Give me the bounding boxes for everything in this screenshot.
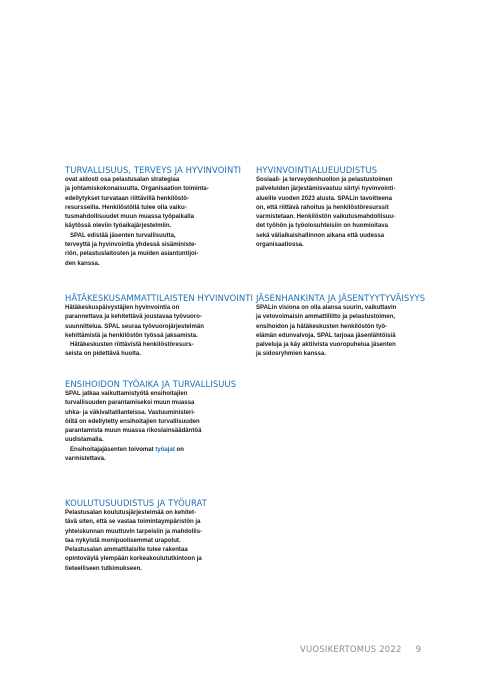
section-paramedic-worktime-safety xyxy=(65,379,236,464)
body-line: turvallisuuden parantamiseksi muun muassa xyxy=(65,400,195,407)
body-line: organisaatiossa. xyxy=(256,242,304,249)
body-line: Sosiaali- ja terveydenhuollon ja pelastustoimen xyxy=(256,177,393,183)
section-body xyxy=(65,304,253,360)
body-line: varmistettava. xyxy=(65,456,106,463)
body-line: den kanssa. xyxy=(65,260,100,267)
section-safety-health-wellbeing xyxy=(65,165,241,269)
body-line: SPAL jatkaa vaikuttamistyötä ensihoitajien xyxy=(65,391,188,397)
page-number: 9 xyxy=(415,645,422,655)
body-line: Hätäkeskusten riittävistä henkilöstöresurs- xyxy=(70,342,194,349)
body-line: sekä välialkaishallinnon aikana että uudessa xyxy=(256,232,385,239)
body-line: det työhön ja työolosuhteisiin on huomioitava xyxy=(256,223,389,230)
section-body xyxy=(256,176,395,250)
body-line: uhka- ja väkivaltatilanteissa. Vastuuministeri- xyxy=(65,409,196,416)
section-heading: ENSIHOIDON TYÖAIKA JA TURVALLISUUS xyxy=(65,379,237,389)
body-line: ovat aidosti osa pelastusalan strategiaa xyxy=(65,177,180,183)
body-line-tail: on xyxy=(174,446,184,453)
section-body xyxy=(65,509,207,574)
section-body xyxy=(65,176,241,269)
body-line: tusmahdollisuudet muun muassa työpaikalla xyxy=(65,214,195,221)
section-wellbeing-area-reform xyxy=(256,165,395,250)
section-heading: TURVALLISUUS, TERVEYS JA HYVINVOINTI xyxy=(65,165,242,175)
body-line: edellytykset turvataan riittävillä henkilöstö- xyxy=(65,195,190,202)
body-line: on, että riittävä rahoitus ja henkilöstöresurssit xyxy=(256,204,389,211)
section-membership xyxy=(256,293,425,360)
body-line: varmistetaan. Henkilöstön vaikutusmahdollisuu- xyxy=(256,214,396,221)
body-line: alueille vuoden 2023 alusta. SPALin tavoitteena xyxy=(256,195,392,202)
section-body xyxy=(256,304,425,360)
section-education-reform xyxy=(65,498,207,574)
body-line: elämän edunvalvoja. SPAL tarjoaa jäsenlähtöisiä xyxy=(256,332,396,339)
body-line: ja sidosryhmien kanssa. xyxy=(256,351,326,358)
section-heading: KOULUTUSUUDISTUS JA TYÖURAT xyxy=(65,498,207,508)
body-line: ensihoidon ja hätäkeskusten henkilöstön työ- xyxy=(256,323,388,330)
body-line: seista on pidettävä huolta. xyxy=(65,351,141,358)
body-line: kehittämistä ja henkilöstön työssä jaksamista. xyxy=(65,332,198,339)
section-body xyxy=(65,390,236,464)
body-line: Pelastusalan ammattilaisille tulee rakentaa xyxy=(65,547,188,554)
section-heading: HÄTÄKESKUSAMMATTILAISTEN HYVINVOINTI xyxy=(65,293,254,303)
body-line: SPAL edistää jäsenten turvallisuutta, xyxy=(70,232,176,239)
body-line: riön, pelastuslaitosten ja muiden asiantuntijoi- xyxy=(65,251,199,258)
body-line: opintoväylä ylempään korkeakoulututkintoon ja xyxy=(65,556,202,563)
body-line: käytössä oleviin työaikajärjestelmiin. xyxy=(65,223,172,230)
body-line: tieteelliseen tutkimukseen. xyxy=(65,565,142,572)
body-line: tävä siten, että se vastaa toimintaympäristön ja xyxy=(65,519,201,526)
body-line: resursseilla. Henkilöstöllä tulee olla vaiku- xyxy=(65,204,187,211)
body-line: SPALin visiona on olla alansa suurin, vaikuttavin xyxy=(256,305,397,311)
body-line: taa nykyistä monipuolisemmat urapolut. xyxy=(65,537,181,544)
page-footer xyxy=(300,645,421,655)
body-line: parannettava ja kehitettävä joustavaa työvuoro- xyxy=(65,314,202,321)
body-line: Hätäkeskuspäivystäjien hyvinvointia on xyxy=(65,305,180,311)
body-line: palveluja ja käy aktiivista vuoropuhelua jäsenten xyxy=(256,342,396,349)
body-line: Ensihoitajajäsenten toivomat xyxy=(70,446,156,453)
section-heading: HYVINVOINTIALUEUUDISTUS xyxy=(256,165,378,175)
section-emergency-centre-wellbeing xyxy=(65,293,253,360)
tyoajat-link[interactable]: työajat xyxy=(155,446,175,453)
body-line: terveyttä ja hyvinvointia yhdessä sisäministe- xyxy=(65,242,197,249)
body-line: uudistamalla. xyxy=(65,437,104,444)
body-line: Pelastusalan koulutusjärjestelmää on kehitet- xyxy=(65,510,197,516)
body-line: ja johtamiskokonaisuutta. Organisaation toiminta- xyxy=(65,186,209,193)
body-line: ja vetovoimaisin ammattiliitto ja pelastustoimen, xyxy=(256,314,396,321)
body-line: parantamista muun muassa rikoslainsäädäntöä xyxy=(65,428,202,435)
section-heading: JÄSENHANKINTA JA JÄSENTYYTYVÄISYYS xyxy=(256,293,426,303)
body-line: öiltä on edellytetty ensihoitajien turvallisuuden xyxy=(65,418,200,425)
body-line: yhteiskunnan muuttuvin tarpeisiin ja mahdollis- xyxy=(65,528,203,535)
body-line: palveluiden järjestämisvastuu siirtyi hyvinvointi- xyxy=(256,186,396,193)
footer-label: VUOSIKERTOMUS 2022 xyxy=(300,645,402,655)
body-line: suunnittelua. SPAL seuraa työvuorojärjestelmän xyxy=(65,323,204,330)
